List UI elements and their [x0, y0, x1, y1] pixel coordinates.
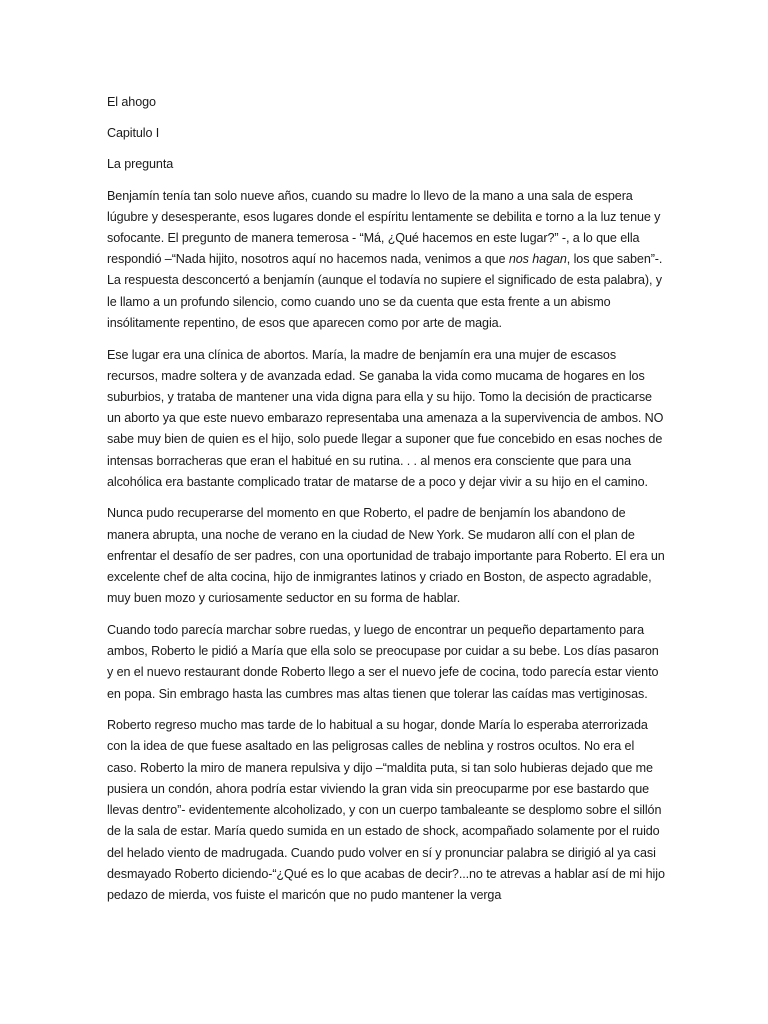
document-page [107, 92, 667, 917]
paragraph-2: Ese lugar era una clínica de abortos. María, la madre de benjamín era una mujer de escasos recursos, madre soltera y de avanzada edad. Se ganaba la vida como mucama de hogares en los suburbios, y trataba de mantener una vida digna para ella y su hijo. Tomo la decisión de practicarse un aborto ya que este nuevo embarazo representaba una amenaza a la supervivencia de ambos. NO sabe muy bien de quien es el hijo, solo puede llegar a suponer que fue concebido en esas noches de intensas borracheras que eran el habitué en su rutina. . . al menos era consciente que para una alcohólica era bastante complicado tratar de matarse de a poco y dejar vivir a su hijo en el camino. [107, 347, 664, 489]
paragraph-5: Roberto regreso mucho mas tarde de lo habitual a su hogar, donde María lo esperaba aterrorizada con la idea de que fuese asaltado en las peligrosas calles de neblina y rostros ocultos. No era el caso. Roberto la miro de manera repulsiva y dijo –“maldita puta, si tan solo hubieras dejado que me pusiera un condón, ahora podría estar viviendo la gran vida sin preocuparme por ese bastardo que llevas dentro”- evidentemente alcoholizado, y con un cuerpo tambaleante se desplomo sobre el sillón de la sala de estar. María quedo sumida en un estado de shock, acompañado solamente por el ruido del helado viento de madrugada. Cuando pudo volver en sí y pronunciar palabra se dirigió al ya casi desmayado Roberto diciendo-“¿Qué es lo que acabas de decir?...no te atrevas a hablar así de mi hijo pedazo de mierda, vos fuiste el maricón que no pudo mantener la verga [107, 718, 665, 902]
paragraph-3: Nunca pudo recuperarse del momento en que Roberto, el padre de benjamín los abandono de manera abrupta, una noche de verano en la ciudad de New York. Se mudaron allí con el plan de enfrentar el desafío de ser padres, con una oportunidad de trabajo importante para Roberto. El era un excelente chef de alta cocina, hijo de inmigrantes latinos y criado en Boston, de aspecto agradable, muy buen mozo y curiosamente seductor en su forma de hablar. [107, 506, 665, 606]
paragraph-1 [107, 186, 667, 334]
document-title: El ahogo [107, 95, 156, 109]
chapter-heading: Capitulo I [107, 126, 160, 141]
section-heading: La pregunta [107, 157, 174, 172]
paragraph-1-text-b: , los que saben”-. La respuesta desconcertó a benjamín (aunque el todavía no supiere el significado de esta palabra), y le llamo a un profundo silencio, como cuando uno se da cuenta que esta frente a un abismo insólitamente repentino, de esos que aparecen como por arte de magia. [107, 252, 663, 330]
paragraph-1-text-a: Benjamín tenía tan solo nueve años, cuando su madre lo llevo de la mano a una sala de espera lúgubre y desesperante, esos lugares donde el espíritu lentamente se debilita e torno a la luz tenue y sofocante. El pregunto de manera temerosa - “Má, ¿Qué hacemos en este lugar?” -, a lo que ella respondió –“Nada hijito, nosotros aquí no hacemos nada, venimos a que [107, 188, 661, 267]
paragraph-1-italic: nos hagan [508, 252, 567, 267]
paragraph-4: Cuando todo parecía marchar sobre ruedas, y luego de encontrar un pequeño departamento para ambos, Roberto le pidió a María que ella solo se preocupase por cuidar a su bebe. Los días pasaron y en el nuevo restaurant donde Roberto llego a ser el nuevo jefe de cocina, todo parecía estar viento en popa. Sin embrago hasta las cumbres mas altas tienen que tolerar las caídas mas vertiginosas. [107, 622, 659, 701]
